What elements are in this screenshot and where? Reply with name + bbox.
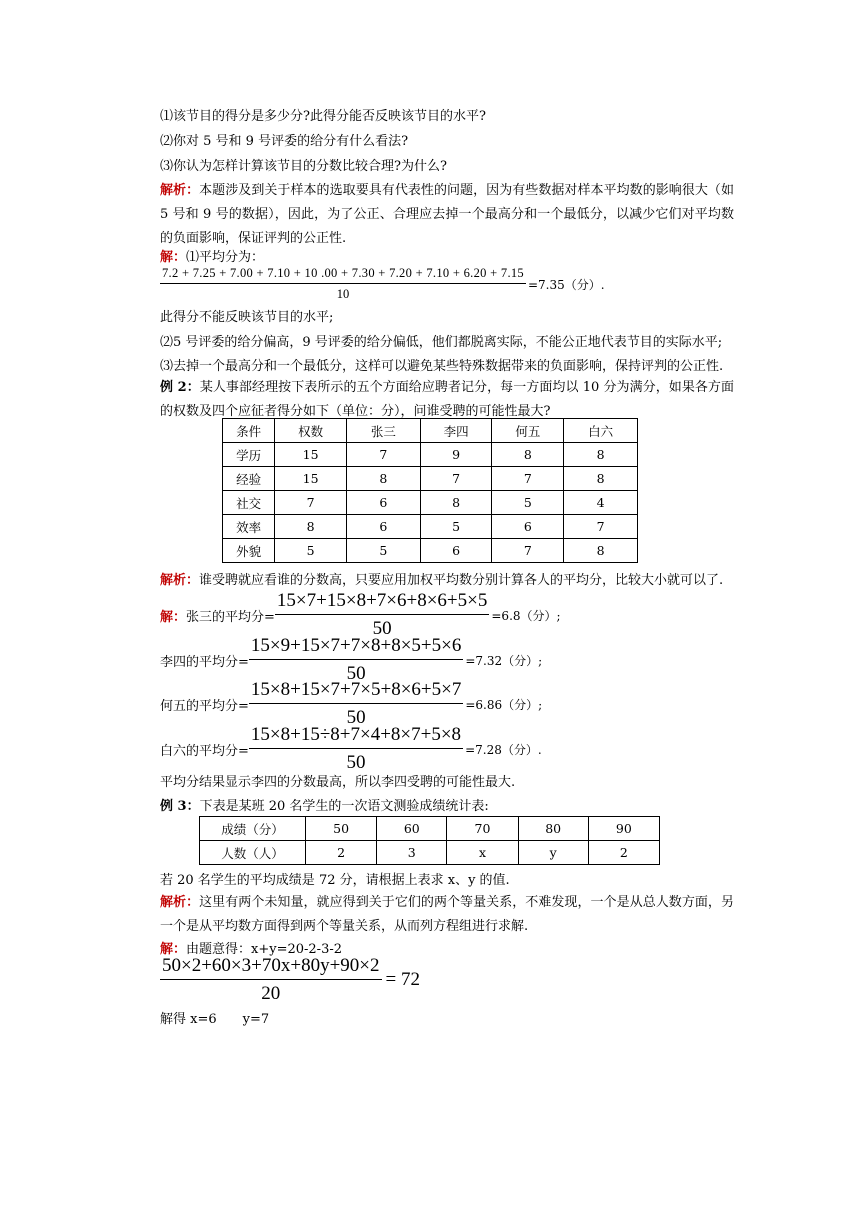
table-cell: 80 [518, 817, 588, 841]
table-cell: 8 [564, 443, 638, 467]
zhang-result: =6.8（分）; [491, 608, 561, 623]
formula-numerator: 7.2 + 7.25 + 7.00 + 7.10 + 10 .00 + 7.30 + 7.20 + 7.10 + 6.20 + 7.15 [160, 266, 526, 284]
bai-denominator: 50 [346, 752, 366, 773]
equation-numerator: 50×2+60×3+70x+80y+90×2 [160, 955, 382, 980]
grade-table [199, 816, 660, 865]
table-header-row [223, 419, 638, 443]
question-3: ⑶你认为怎样计算该节目的分数比较合理?为什么? [160, 159, 447, 174]
he-numerator: 15×8+15×7+7×5+8×6+5×7 [249, 679, 463, 704]
table-cell: 成绩（分） [200, 817, 306, 841]
table-cell: 2 [305, 841, 376, 865]
table-cell: 5 [275, 539, 347, 563]
table-cell: 7 [492, 539, 564, 563]
table-cell: 70 [447, 817, 518, 841]
table-row [223, 539, 638, 563]
example-2-label: 例 2： [160, 380, 200, 395]
example-2-text: 某人事部经理按下表所示的五个方面给应聘者记分，每一方面均以 10 分为满分，如果各方面的权数及四个应征者得分如下（单位：分），问谁受聘的可能性最大? [160, 380, 734, 419]
bai-result: =7.28（分）. [465, 742, 542, 757]
example-2-conclusion: 平均分结果显示李四的分数最高，所以李四受聘的可能性最大. [160, 775, 516, 790]
example-3-answer [160, 1011, 269, 1029]
table-cell: 7 [492, 467, 564, 491]
analysis-label: 解析： [160, 573, 200, 588]
average-formula-1 [160, 266, 605, 302]
table-header-cell: 权数 [275, 419, 347, 443]
score-table [222, 418, 638, 563]
table-header-cell: 何五 [492, 419, 564, 443]
table-cell: 外貌 [223, 539, 275, 563]
table-cell: 8 [492, 443, 564, 467]
table-cell: 8 [564, 467, 638, 491]
zhang-denominator: 50 [372, 618, 392, 639]
table-header-cell: 李四 [420, 419, 492, 443]
analysis-label: 解析： [160, 895, 200, 910]
table-cell: 人数（人） [200, 841, 306, 865]
table-cell: 6 [492, 515, 564, 539]
table-row [200, 841, 660, 865]
table-header-cell: 条件 [223, 419, 275, 443]
equation-result: = 72 [385, 969, 420, 990]
he-prefix: 何五的平均分= [160, 698, 249, 714]
analysis-1 [160, 179, 734, 251]
solution-1-a1: 此得分不能反映该节目的水平; [160, 310, 334, 325]
zhang-prefix: 张三的平均分= [186, 609, 275, 625]
table-cell: 8 [275, 515, 347, 539]
li-prefix: 李四的平均分= [160, 654, 249, 670]
example-3 [160, 798, 489, 816]
analysis-text: 本题涉及到关于样本的选取要具有代表性的问题，因为有些数据对样本平均数的影响很大（如 5 号和 9 号的数据），因此，为了公正、合理应去掉一个最高分和一个最低分，以减少它们对平均数的负面影响，保证评判的公正性. [160, 183, 734, 246]
table-cell: 6 [347, 515, 421, 539]
formula-result: =7.35（分）. [527, 277, 605, 292]
example-3-text: 下表是某班 20 名学生的一次语文测验成绩统计表: [199, 799, 489, 814]
example-3-analysis [160, 891, 734, 939]
table-cell: 5 [347, 539, 421, 563]
solution-text: 由题意得：x+y=20-2-3-2 [186, 942, 343, 957]
table-cell: 6 [420, 539, 492, 563]
table-row [223, 515, 638, 539]
question-2: ⑵你对 5 号和 9 号评委的给分有什么看法? [160, 134, 409, 149]
li-denominator: 50 [346, 663, 366, 684]
zhang-average-formula [160, 590, 561, 640]
equation-formula [160, 955, 420, 1005]
answer-y: y=7 [242, 1012, 270, 1027]
he-denominator: 50 [346, 707, 366, 728]
table-cell: 9 [420, 443, 492, 467]
analysis-text: 这里有两个未知量，就应得到关于它们的两个等量关系，不难发现，一个是从总人数方面，另一个是从平均数方面得到两个等量关系，从而列方程组进行求解. [160, 895, 734, 934]
table-cell: 50 [305, 817, 376, 841]
solution-intro: ⑴平均分为： [186, 250, 265, 265]
answer-x: 解得 x=6 [160, 1012, 217, 1027]
example-3-question: 若 20 名学生的平均成绩是 72 分，请根据上表求 x、y 的值. [160, 873, 510, 888]
solution-label: 解： [160, 942, 187, 957]
table-row [223, 491, 638, 515]
he-average-formula [160, 679, 542, 729]
solution-1-intro [160, 249, 264, 267]
li-numerator: 15×9+15×7+7×8+8×5+5×6 [249, 635, 463, 660]
analysis-text: 谁受聘就应看谁的分数高，只要应用加权平均数分别计算各人的平均分，比较大小就可以了. [199, 573, 724, 588]
bai-average-formula [160, 724, 542, 774]
table-row [223, 443, 638, 467]
table-cell: 8 [564, 539, 638, 563]
table-cell: 60 [377, 817, 447, 841]
li-result: =7.32（分）; [465, 653, 543, 668]
solution-1-a2: ⑵5 号评委的给分偏高，9 号评委的给分偏低，他们都脱离实际，不能公正地代表节目的实际水平; [160, 335, 723, 350]
table-cell: 学历 [223, 443, 275, 467]
example-2 [160, 376, 734, 424]
example-3-label: 例 3： [160, 799, 200, 814]
table-row [223, 467, 638, 491]
table-cell: 7 [275, 491, 347, 515]
table-cell: 效率 [223, 515, 275, 539]
table-cell: 7 [347, 443, 421, 467]
table-cell: 5 [492, 491, 564, 515]
example-2-analysis [160, 572, 723, 590]
table-cell: x [447, 841, 518, 865]
table-cell: 7 [420, 467, 492, 491]
table-cell: 8 [420, 491, 492, 515]
table-cell: 3 [377, 841, 447, 865]
li-average-formula [160, 635, 542, 685]
table-cell: 8 [347, 467, 421, 491]
he-result: =6.86（分）; [465, 697, 543, 712]
bai-numerator: 15×8+15÷8+7×4+8×7+5×8 [249, 724, 463, 749]
table-cell: 社交 [223, 491, 275, 515]
table-cell: 7 [564, 515, 638, 539]
table-header-cell: 白六 [564, 419, 638, 443]
table-header-cell: 张三 [347, 419, 421, 443]
table-cell: y [518, 841, 588, 865]
bai-prefix: 白六的平均分= [160, 743, 249, 759]
table-cell: 4 [564, 491, 638, 515]
table-cell: 90 [588, 817, 659, 841]
table-cell: 5 [420, 515, 492, 539]
table-cell: 15 [275, 467, 347, 491]
table-cell: 经验 [223, 467, 275, 491]
analysis-label: 解析： [160, 183, 200, 198]
table-cell: 6 [347, 491, 421, 515]
equation-denominator: 20 [261, 983, 281, 1004]
table-cell: 15 [275, 443, 347, 467]
table-cell: 2 [588, 841, 659, 865]
table-row [200, 817, 660, 841]
question-1: ⑴该节目的得分是多少分?此得分能否反映该节目的水平? [160, 109, 486, 124]
solution-label: 解： [160, 250, 187, 265]
solution-1-a3: ⑶去掉一个最高分和一个最低分，这样可以避免某些特殊数据带来的负面影响，保持评判的公正性. [160, 359, 724, 374]
formula-denominator: 10 [336, 287, 350, 301]
zhang-numerator: 15×7+15×8+7×6+8×6+5×5 [275, 590, 489, 615]
solution-label: 解： [160, 609, 187, 625]
